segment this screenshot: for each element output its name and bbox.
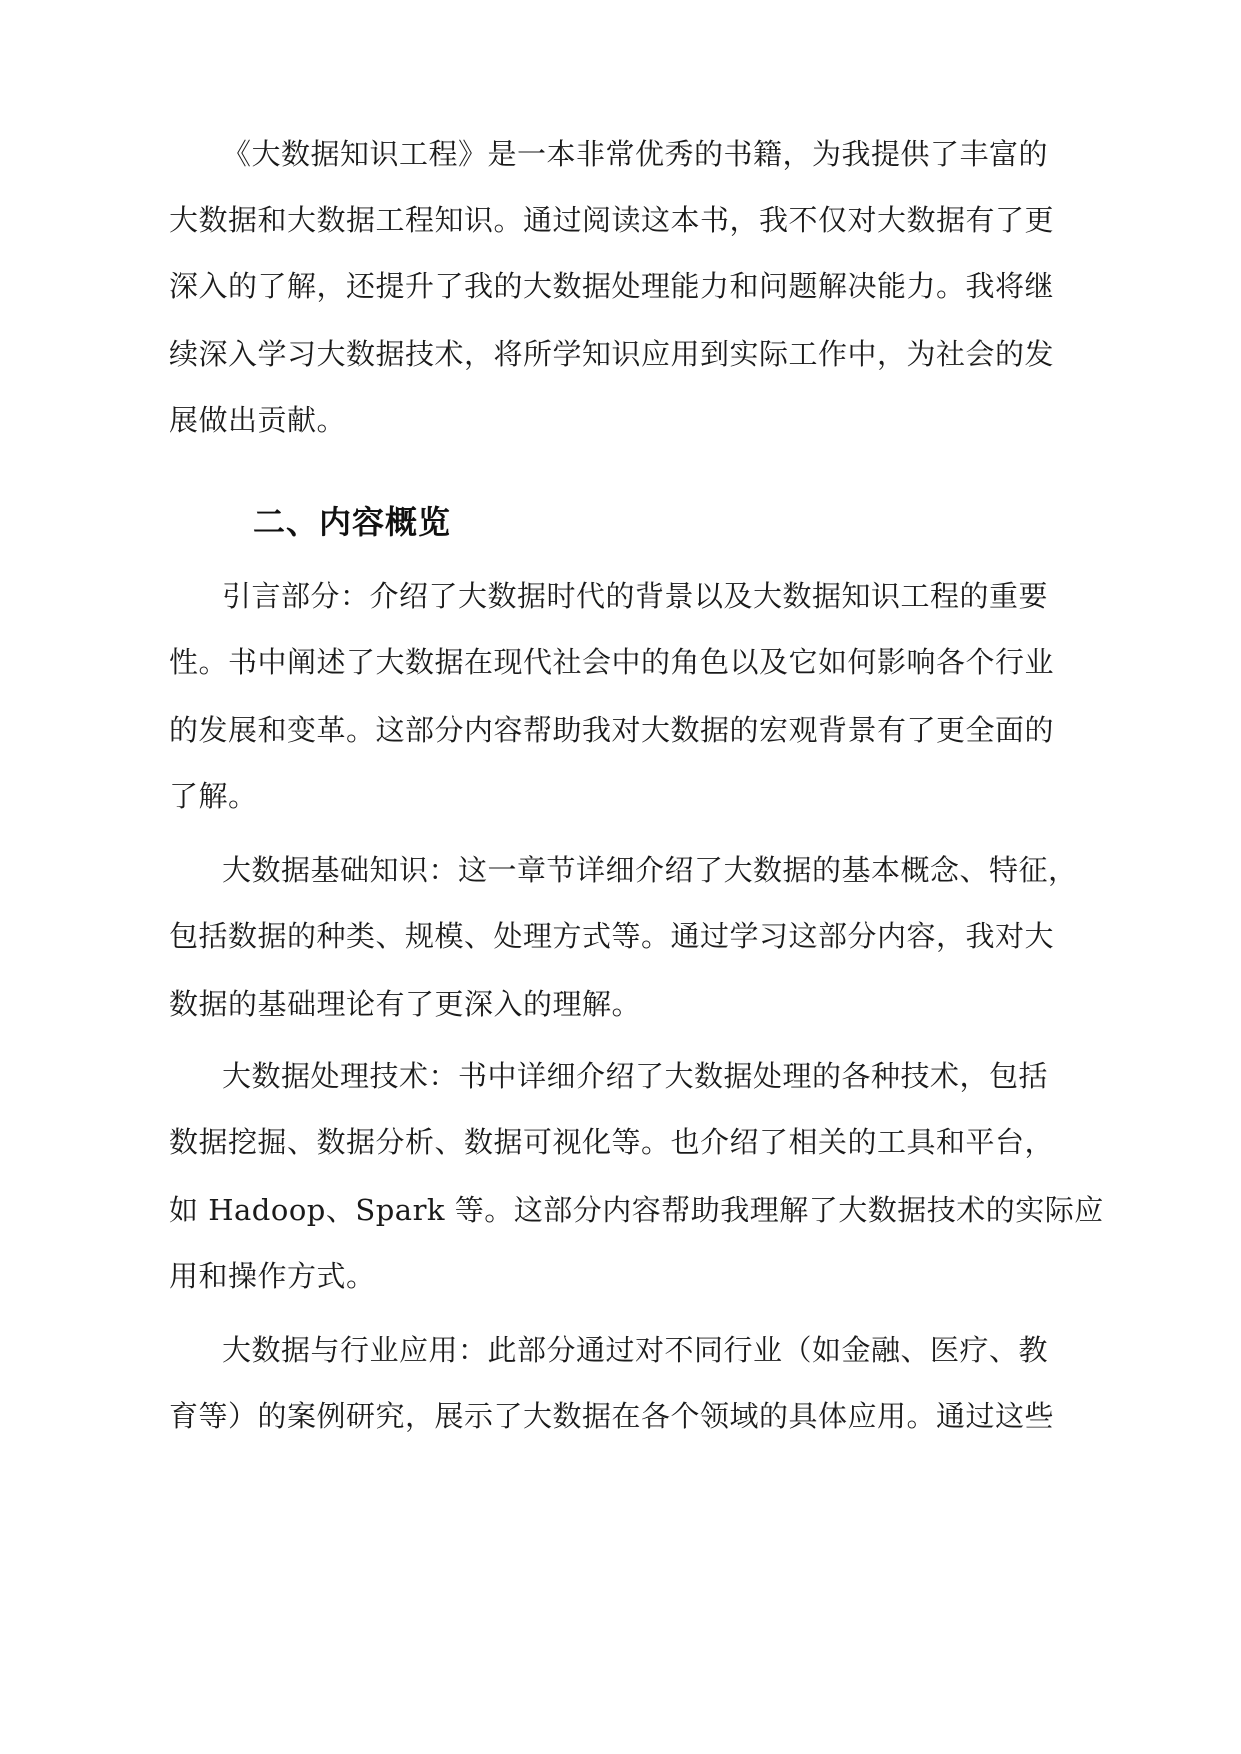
paragraph-line: 如 Hadoop、Spark 等。这部分内容帮助我理解了大数据技术的实际应 — [169, 1193, 1104, 1227]
paragraph-line: 性。书中阐述了大数据在现代社会中的角色以及它如何影响各个行业 — [169, 645, 1055, 679]
paragraph-line: 《大数据知识工程》是一本非常优秀的书籍，为我提供了丰富的 — [222, 137, 1049, 171]
paragraph-line: 育等）的案例研究，展示了大数据在各个领域的具体应用。通过这些 — [169, 1399, 1055, 1433]
paragraph-line: 大数据和大数据工程知识。通过阅读这本书，我不仅对大数据有了更 — [169, 203, 1055, 237]
paragraph-line: 引言部分：介绍了大数据时代的背景以及大数据知识工程的重要 — [222, 579, 1049, 613]
paragraph-line: 大数据处理技术：书中详细介绍了大数据处理的各种技术，包括 — [222, 1059, 1049, 1093]
paragraph-line: 大数据与行业应用：此部分通过对不同行业（如金融、医疗、教 — [222, 1333, 1049, 1367]
section-heading: 二、内容概览 — [253, 503, 452, 541]
paragraph-line: 展做出贡献。 — [169, 403, 347, 437]
paragraph-line: 数据挖掘、数据分析、数据可视化等。也介绍了相关的工具和平台， — [169, 1125, 1055, 1159]
paragraph-line: 了解。 — [169, 779, 258, 813]
paragraph-line: 大数据基础知识：这一章节详细介绍了大数据的基本概念、特征， — [222, 853, 1078, 887]
paragraph-line: 用和操作方式。 — [169, 1259, 376, 1293]
paragraph-line: 的发展和变革。这部分内容帮助我对大数据的宏观背景有了更全面的 — [169, 713, 1055, 747]
paragraph-line: 包括数据的种类、规模、处理方式等。通过学习这部分内容，我对大 — [169, 919, 1055, 953]
paragraph-line: 深入的了解，还提升了我的大数据处理能力和问题解决能力。我将继 — [169, 269, 1055, 303]
paragraph-line: 数据的基础理论有了更深入的理解。 — [169, 987, 642, 1021]
paragraph-line: 续深入学习大数据技术，将所学知识应用到实际工作中，为社会的发 — [169, 337, 1055, 371]
